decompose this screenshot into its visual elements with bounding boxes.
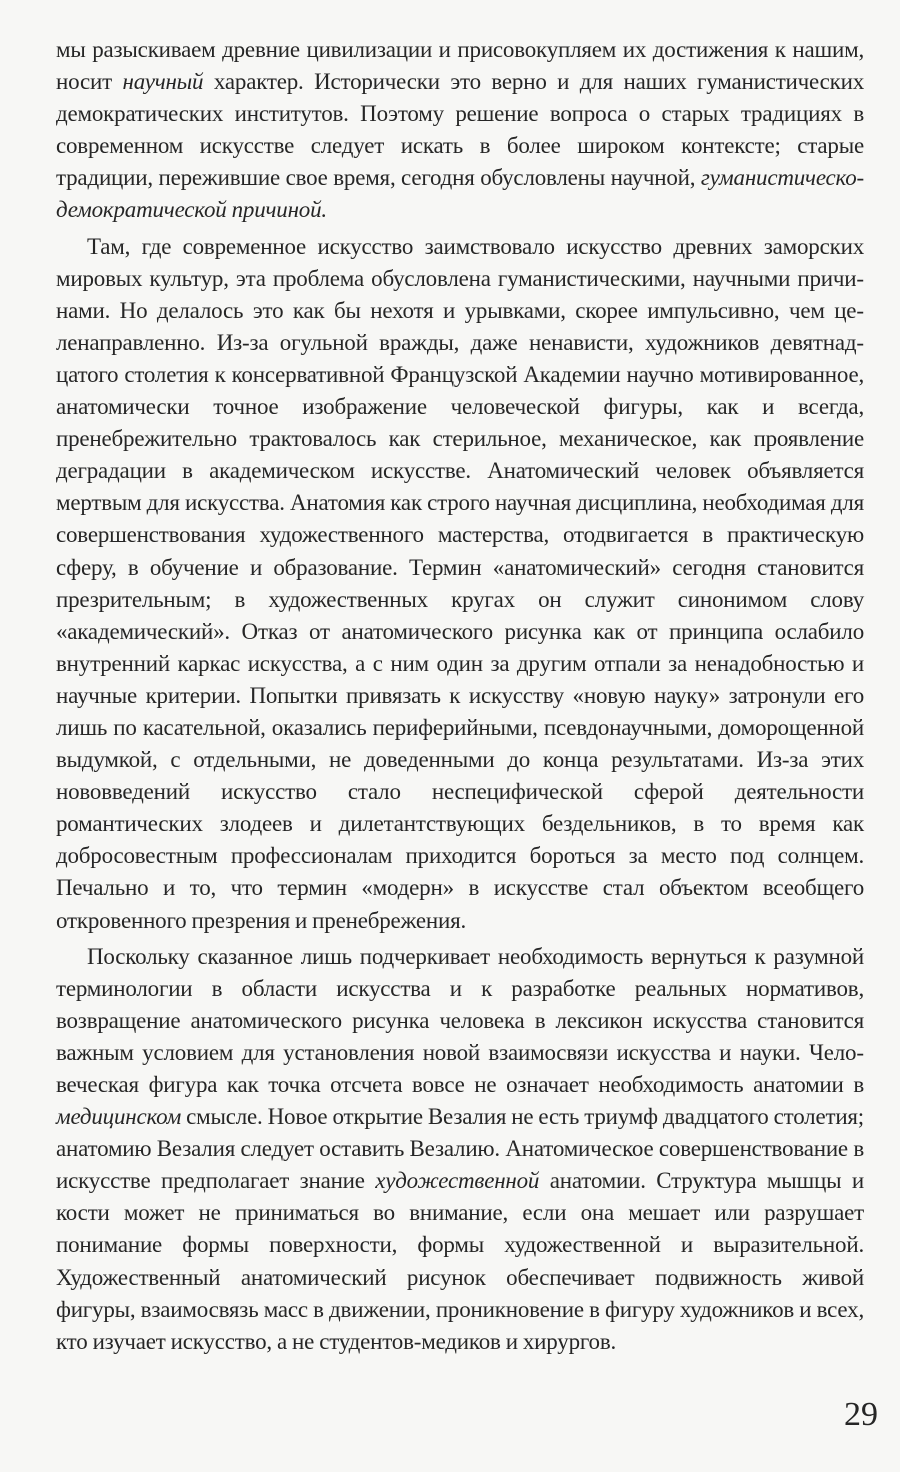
paragraph-3 <box>56 941 864 1358</box>
italic-term-medical: медицинском <box>56 1104 182 1130</box>
paragraph-2 <box>56 231 864 937</box>
text-run: смысле. Новое открытие Везалия не есть триумф двадцатого столетия; анатомию Везалия следует оставить Везалию. Анатомическое совершенствование в искусстве предполагает знание <box>56 1104 864 1194</box>
text-run: Там, где современное искусство заимствовало искусство древних заморских мировых культур, эта проблема обусловлена гуманистическими, научными причинами. Но делалось это как бы нехотя и урывками, скорее импульсивно, чем целенаправленно. Из-за огульной вражды, даже ненависти, художников девятнадцатого столетия к консервативной Французской Академии научно мотивированное, анатомически точное изображение человеческой фигуры, как и всегда, пренебрежительно трактовалось как стерильное, механическое, как проявление деградации в академическом искусстве. Анатомический человек объявляется мертвым для искусства. Анатомия как строго научная дисциплина, необходимая для совершенствования художественного мастерства, отодвигается в практическую сферу, в обучение и образование. Термин «анатомический» сегодня становится презрительным; в художественных кругах он служит синонимом слову «академический». Отказ от анатомического рисунка как от принципа ослабило внутренний каркас искусства, а с ним один за другим отпали за ненадобностью и научные критерии. Попытки привязать к искусству «новую науку» затронули его лишь по касательной, оказались периферийными, псевдонаучными, доморощенной выдумкой, с отдельными, не доведенными до конца результатами. Из-за этих нововведений искусство стало неспецифической сферой деятельности романтических злодеев и дилетантствующих бездельников, в то время как добросовестным профессионалам приходится бороться за место под солнцем. Печально и то, что термин «модерн» в искусстве стал объектом всеобщего откровенного презрения и пренебрежения. <box>56 233 864 933</box>
italic-term-artistic: художественной <box>375 1168 540 1194</box>
italic-phrase-humanistic-democratic-cause: гуманистическо-демократической причиной. <box>56 165 864 223</box>
page-number: 29 <box>844 1396 878 1433</box>
text-run: мы разыскиваем древние цивилизации и присовокупляем их достижения к нашим, носит <box>56 37 864 95</box>
italic-term-scientific: научный <box>122 69 204 95</box>
text-run: характер. Исторически это верно и для наших гуманистических демократических институтов. Поэтому решение вопроса о старых традициях в современном искусстве следует искать в более широком контексте; старые традиции, пережившие свое время, сегодня обусловлены научной, <box>56 69 865 191</box>
body-text <box>56 34 864 1362</box>
paragraph-1 <box>56 34 864 227</box>
text-run: анатомии. Структура мышцы и кости может не приниматься во внимание, если она мешает или разрушает понимание формы поверхности, формы художественной и выразительной. Художественный анатомический рисунок обеспечивает подвижность живой фигуры, взаимосвязь масс в движении, проникновение в фигуру художников и всех, кто изучает искусство, а не студентов-медиков и хирургов. <box>56 1168 864 1354</box>
text-run: Поскольку сказанное лишь подчеркивает необходимость вернуться к разумной терминологии в области искусства и к разработке реальных нормативов, возвращение анатомического рисунка человека в лексикон искусства становится важным условием для установления новой взаимосвязи искусства и науки. Человеческая фигура как точка отсчета вовсе не означает необходимость анатомии в <box>56 943 864 1097</box>
